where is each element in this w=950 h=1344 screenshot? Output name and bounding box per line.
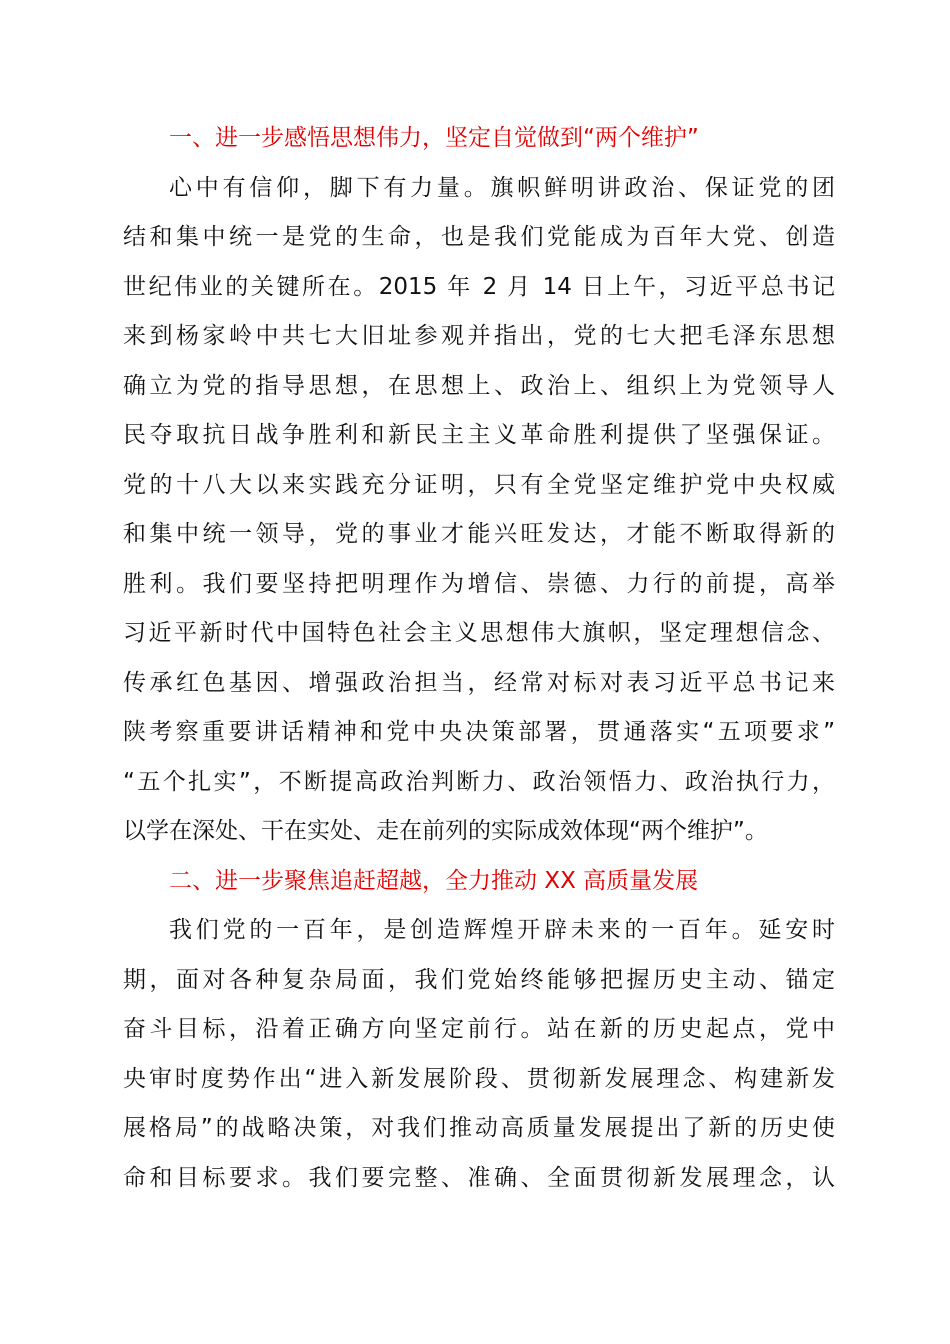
paragraph-line: 奋斗目标，沿着正确方向坚定前行。站在新的历史起点，党中: [123, 1016, 835, 1042]
paragraph-line: 民夺取抗日战争胜利和新民主主义革命胜利提供了坚强保证。: [123, 422, 835, 448]
paragraph-line: 和集中统一领导，党的事业才能兴旺发达，才能不断取得新的: [123, 521, 835, 547]
paragraph-line: 结和集中统一是党的生命，也是我们党能成为百年大党、创造: [123, 224, 835, 250]
section-heading-2: 二、进一步聚焦追赶超越，全力推动 XX 高质量发展: [169, 867, 699, 894]
paragraph-line: 命和目标要求。我们要完整、准确、全面贯彻新发展理念，认: [123, 1164, 835, 1191]
paragraph-line: 世纪伟业的关键所在。2015 年 2 月 14 日上午，习近平总书记: [123, 273, 835, 300]
paragraph-line: 习近平新时代中国特色社会主义思想伟大旗帜，坚定理想信念、: [123, 620, 835, 646]
paragraph-line: 传承红色基因、增强政治担当，经常对标对表习近平总书记来: [123, 669, 835, 696]
paragraph-line: “五个扎实”，不断提高政治判断力、政治领悟力、政治执行力，: [123, 768, 835, 795]
paragraph-line: 期，面对各种复杂局面，我们党始终能够把握历史主动、锚定: [123, 966, 835, 993]
paragraph-line: 来到杨家岭中共七大旧址参观并指出，党的七大把毛泽东思想: [123, 323, 835, 349]
paragraph-line: 陕考察重要讲话精神和党中央决策部署，贯通落实“五项要求”: [123, 719, 835, 745]
paragraph-line: 以学在深处、干在实处、走在前列的实际成效体现“两个维护”。: [123, 818, 768, 844]
paragraph-line: 党的十八大以来实践充分证明，只有全党坚定维护党中央权威: [123, 471, 835, 498]
paragraph-line: 胜利。我们要坚持把明理作为增信、崇德、力行的前提，高举: [123, 570, 835, 597]
paragraph-line: 央审时度势作出“进入新发展阶段、贯彻新发展理念、构建新发: [123, 1065, 835, 1092]
paragraph-line: 我们党的一百年，是创造辉煌开辟未来的一百年。延安时: [169, 917, 835, 943]
document-body: [123, 114, 835, 1203]
paragraph-line: 心中有信仰，脚下有力量。旗帜鲜明讲政治、保证党的团: [169, 174, 835, 201]
paragraph-line: 展格局”的战略决策，对我们推动高质量发展提出了新的历史使: [123, 1115, 835, 1141]
section-heading-1: 一、进一步感悟思想伟力，坚定自觉做到“两个维护”: [169, 125, 699, 151]
paragraph-line: 确立为党的指导思想，在思想上、政治上、组织上为党领导人: [123, 372, 835, 399]
